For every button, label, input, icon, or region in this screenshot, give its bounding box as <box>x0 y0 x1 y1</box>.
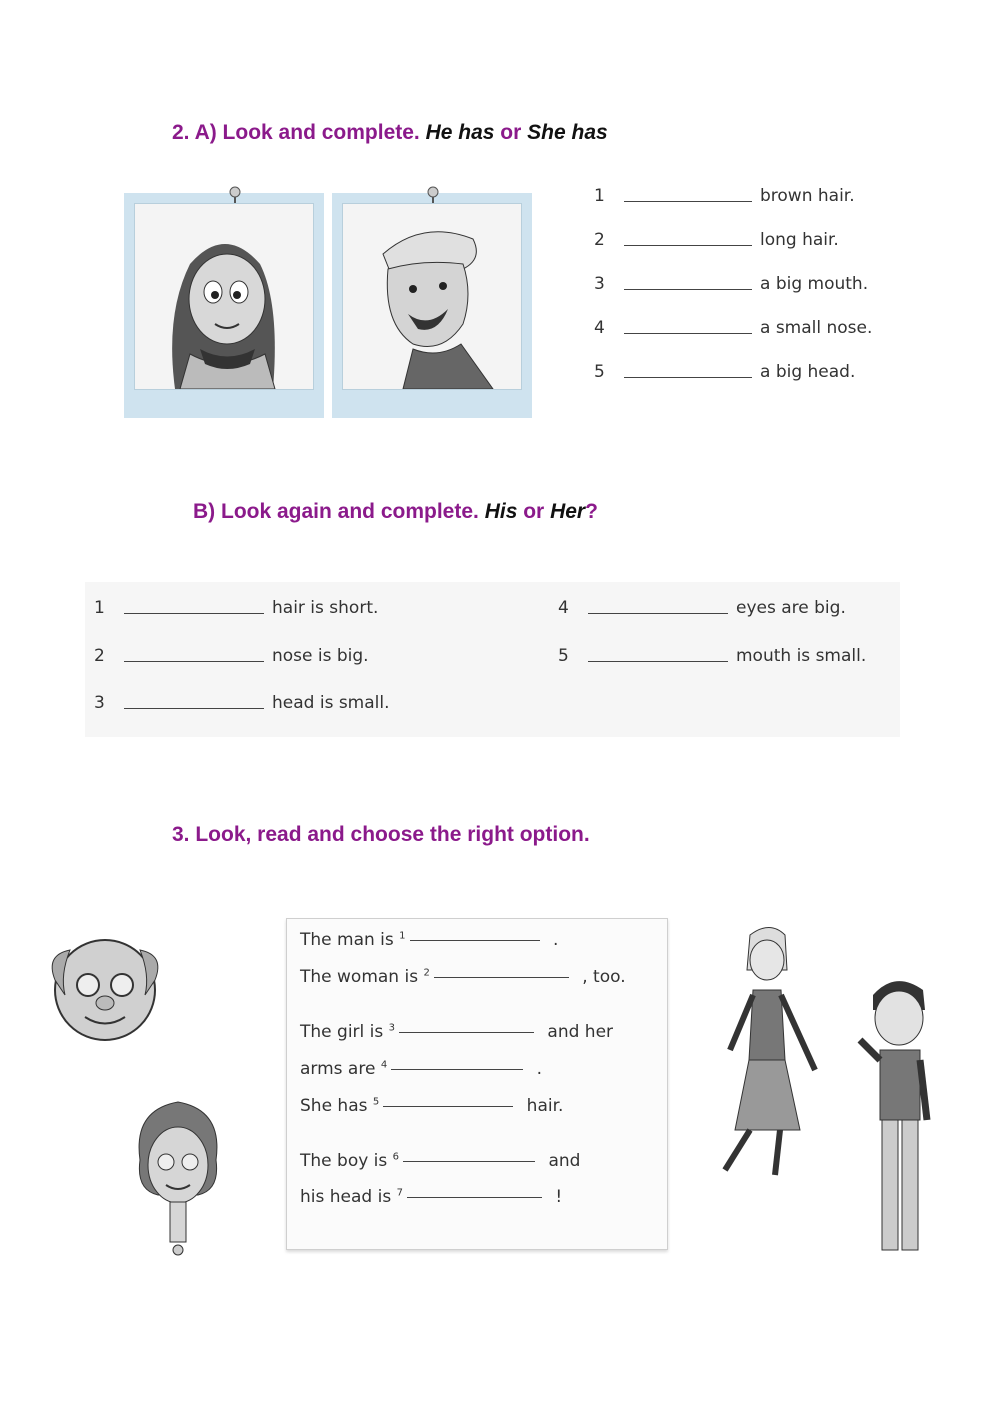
item-text: eyes are big. <box>736 598 846 618</box>
boy-figure-illustration <box>845 970 955 1265</box>
answer-blank[interactable] <box>624 332 752 334</box>
sentence-start: The man is <box>300 930 400 950</box>
list-item <box>94 646 369 666</box>
her-label: Her <box>550 500 586 523</box>
pin-icon <box>424 186 442 204</box>
list-item <box>94 693 390 713</box>
sentence-start: The girl is <box>300 1022 389 1042</box>
old-woman-illustration <box>128 1090 228 1265</box>
item-number: 4 <box>594 318 605 338</box>
note-line <box>300 1022 613 1042</box>
item-number: 5 <box>558 646 569 666</box>
item-text: hair is short. <box>272 598 379 618</box>
exercise-3-heading: 3. Look, read and choose the right option. <box>172 823 590 846</box>
blank-number: 7 <box>396 1187 403 1199</box>
answer-blank[interactable] <box>588 612 728 614</box>
man-portrait-illustration <box>343 204 521 389</box>
answer-blank[interactable] <box>624 288 752 290</box>
blank-number: 3 <box>388 1022 396 1034</box>
girl-photo-frame <box>134 203 314 390</box>
item-number: 4 <box>558 598 569 618</box>
note-line <box>300 1187 562 1207</box>
blank-number: 2 <box>423 967 430 979</box>
sentence-end: ! <box>549 1187 563 1207</box>
note-line <box>300 1059 542 1079</box>
sentence-end: , too. <box>576 967 626 987</box>
list-item <box>94 598 378 618</box>
blank-number: 6 <box>392 1151 400 1163</box>
item-text: long hair. <box>760 230 839 250</box>
answer-blank[interactable] <box>383 1105 513 1107</box>
answer-blank[interactable] <box>124 707 264 709</box>
list-item <box>594 230 839 250</box>
sentence-start: The woman is <box>300 967 424 987</box>
answer-blank[interactable] <box>124 612 264 614</box>
exercise-2a-heading-prefix: 2. A) Look and complete. <box>172 121 426 144</box>
he-has-label: He has <box>425 121 495 144</box>
note-line <box>300 1151 580 1171</box>
answer-blank[interactable] <box>588 660 728 662</box>
girl-portrait-illustration <box>135 204 313 389</box>
item-number: 2 <box>94 646 105 666</box>
sentence-start: arms are <box>300 1059 381 1079</box>
item-number: 3 <box>94 693 105 713</box>
answer-blank[interactable] <box>624 244 752 246</box>
item-number: 1 <box>94 598 105 618</box>
pin-icon <box>226 186 244 204</box>
answer-blank[interactable] <box>391 1068 523 1070</box>
item-text: a big head. <box>760 362 856 382</box>
exercise-2b-heading <box>193 500 598 524</box>
answer-blank[interactable] <box>624 376 752 378</box>
blank-number: 1 <box>399 930 406 942</box>
she-has-label: She has <box>527 121 608 144</box>
list-item <box>594 318 872 338</box>
item-number: 2 <box>594 230 605 250</box>
sentence-end: and her <box>542 1022 614 1042</box>
answer-blank[interactable] <box>434 976 569 978</box>
his-label: His <box>484 500 518 523</box>
old-man-illustration <box>40 925 170 1050</box>
note-line <box>300 1096 563 1116</box>
or-label: or <box>517 500 551 523</box>
sentence-start: The boy is <box>300 1151 393 1171</box>
girl-figure-illustration <box>705 920 840 1185</box>
or-label: or <box>494 121 528 144</box>
blank-number: 5 <box>372 1096 380 1108</box>
exercise-2b-heading-prefix: B) Look again and complete. <box>193 500 485 523</box>
answer-blank[interactable] <box>399 1031 534 1033</box>
item-text: nose is big. <box>272 646 369 666</box>
question-mark: ? <box>585 500 598 523</box>
boy-photo-frame <box>342 203 522 390</box>
answer-blank[interactable] <box>124 660 264 662</box>
list-item <box>594 186 855 206</box>
item-number: 3 <box>594 274 605 294</box>
item-text: brown hair. <box>760 186 855 206</box>
list-item <box>558 598 846 618</box>
blank-number: 4 <box>380 1059 388 1071</box>
sentence-end: . <box>531 1059 543 1079</box>
item-text: mouth is small. <box>736 646 867 666</box>
answer-blank[interactable] <box>407 1196 542 1198</box>
answer-blank[interactable] <box>410 939 540 941</box>
answer-blank[interactable] <box>403 1160 535 1162</box>
exercise-2a-heading <box>172 121 608 145</box>
item-text: head is small. <box>272 693 390 713</box>
list-item <box>558 646 866 666</box>
item-text: a small nose. <box>760 318 873 338</box>
item-text: a big mouth. <box>760 274 869 294</box>
list-item <box>594 274 868 294</box>
item-number: 5 <box>594 362 605 382</box>
list-item <box>594 362 855 382</box>
answer-blank[interactable] <box>624 200 752 202</box>
sentence-end: . <box>547 930 559 950</box>
sentence-start: She has <box>300 1096 373 1116</box>
sentence-end: hair. <box>521 1096 564 1116</box>
note-line <box>300 930 558 950</box>
sentence-start: his head is <box>300 1187 397 1207</box>
sentence-end: and <box>543 1151 581 1171</box>
item-number: 1 <box>594 186 605 206</box>
note-line <box>300 967 626 987</box>
